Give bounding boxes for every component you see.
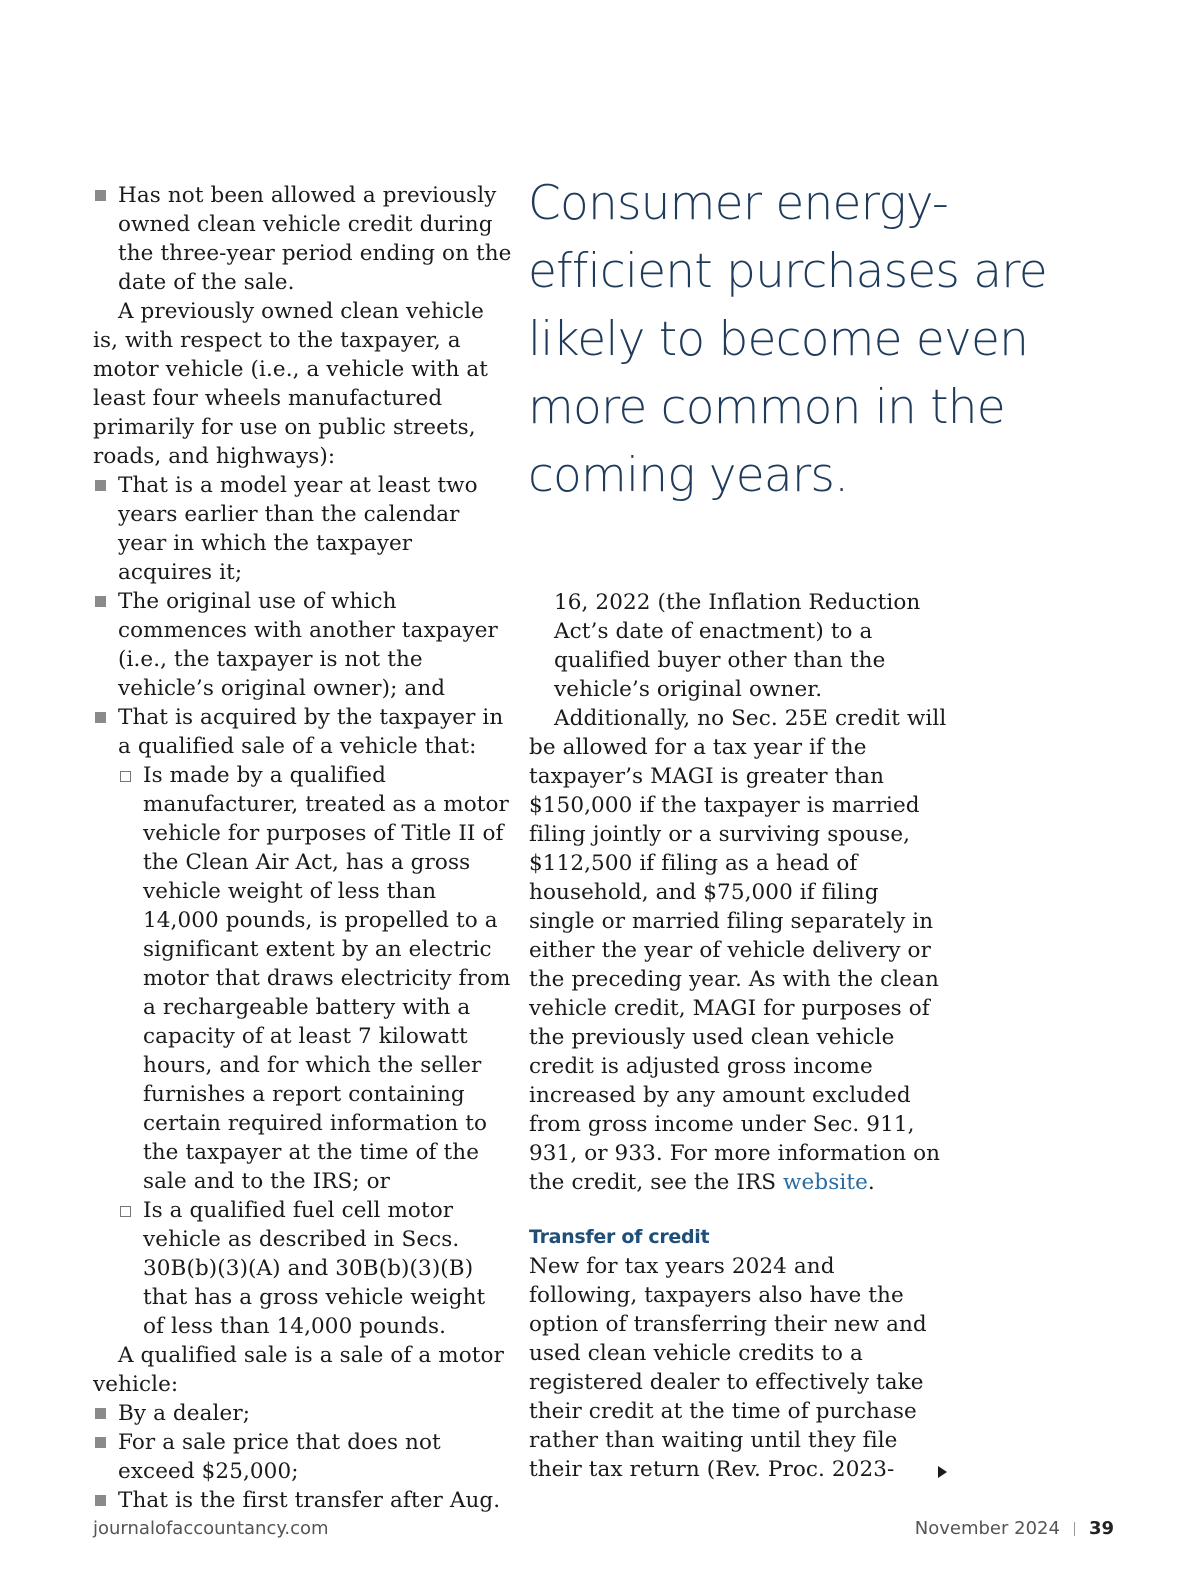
sub-bullet-item: Is a qualified fuel cell motor vehicle as described in Secs. 30B(b)(3)(A) and 30B(b)(3)(B) that has a gross vehicle weight of less than 14,000 pounds. bbox=[118, 1196, 513, 1341]
continued-bullet-text: 16, 2022 (the Inflation Reduction Act’s date of enactment) to a qualified buyer other than the vehicle’s original owner. bbox=[554, 590, 921, 702]
footer-issue bbox=[915, 1518, 1114, 1539]
square-bullet-icon bbox=[95, 1495, 106, 1506]
bullet-item: That is a model year at least two years earlier than the calendar year in which the taxpayer acquires it; bbox=[93, 471, 513, 587]
footer-site: journalofaccountancy.com bbox=[93, 1518, 329, 1539]
bullet-item: The original use of which commences with another taxpayer (i.e., the taxpayer is not the vehicle’s original owner); and bbox=[93, 587, 513, 703]
bullet-item: Has not been allowed a previously owned clean vehicle credit during the three-year period ending on the date of the sale. bbox=[93, 181, 513, 297]
open-square-bullet-icon bbox=[120, 1206, 131, 1217]
paragraph: New for tax years 2024 and following, taxpayers also have the option of transferring their new and used clean vehicle credits to a registered dealer to effectively take their credit at the time of purchase rather than waiting until they file their tax return (Rev. Proc. 2023- bbox=[529, 1254, 927, 1482]
continue-arrow-icon bbox=[938, 1466, 947, 1478]
bullet-item: That is acquired by the taxpayer in a qualified sale of a vehicle that: bbox=[93, 703, 513, 761]
square-bullet-icon bbox=[95, 190, 106, 201]
bullet-item: By a dealer; bbox=[93, 1399, 513, 1428]
square-bullet-icon bbox=[95, 1437, 106, 1448]
right-column bbox=[529, 588, 949, 1484]
square-bullet-icon bbox=[95, 480, 106, 491]
square-bullet-icon bbox=[95, 712, 106, 723]
bullet-item: For a sale price that does not exceed $25,000; bbox=[93, 1428, 513, 1486]
footer-divider bbox=[1074, 1522, 1075, 1536]
sub-bullet-item: Is made by a qualified manufacturer, treated as a motor vehicle for purposes of Title II of the Clean Air Act, has a gross vehicle weight of less than 14,000 pounds, is propelled to a significant extent by an electric motor that draws electricity from a rechargeable battery with a capacity of at least 7 kilowatt hours, and for which the seller furnishes a report containing certain required information to the taxpayer at the time of the sale and to the IRS; or bbox=[118, 761, 513, 1196]
paragraph: Additionally, no Sec. 25E credit will be allowed for a tax year if the taxpayer’s MAGI is greater than $150,000 if the taxpayer is married filing jointly or a surviving spouse, $112,500 if filing as a head of household, and $75,000 if filing single or married filing separately in either the year of vehicle delivery or the preceding year. As with the clean vehicle credit, MAGI for purposes of the previously used clean vehicle credit is adjusted gross income increased by any amount excluded from gross income under Sec. 911, 931, or 933. For more information on the credit, see the IRS website. bbox=[529, 706, 947, 1195]
left-column bbox=[93, 181, 513, 1515]
paragraph: A previously owned clean vehicle is, with respect to the taxpayer, a motor vehicle (i.e., a vehicle with at least four wheels manufactured primarily for use on public streets, roads, and highways): bbox=[93, 299, 488, 469]
irs-website-link[interactable]: website bbox=[783, 1170, 868, 1195]
section-heading: Transfer of credit bbox=[529, 1226, 710, 1248]
square-bullet-icon bbox=[95, 596, 106, 607]
bullet-item: That is the first transfer after Aug. bbox=[93, 1486, 513, 1515]
square-bullet-icon bbox=[95, 1408, 106, 1419]
page-number: 39 bbox=[1088, 1518, 1114, 1539]
open-square-bullet-icon bbox=[120, 771, 131, 782]
paragraph: A qualified sale is a sale of a motor vehicle: bbox=[93, 1343, 504, 1397]
pull-quote: Consumer energy-efficient purchases are likely to become even more common in the coming years. bbox=[528, 176, 1047, 503]
issue-date: November 2024 bbox=[914, 1518, 1060, 1539]
